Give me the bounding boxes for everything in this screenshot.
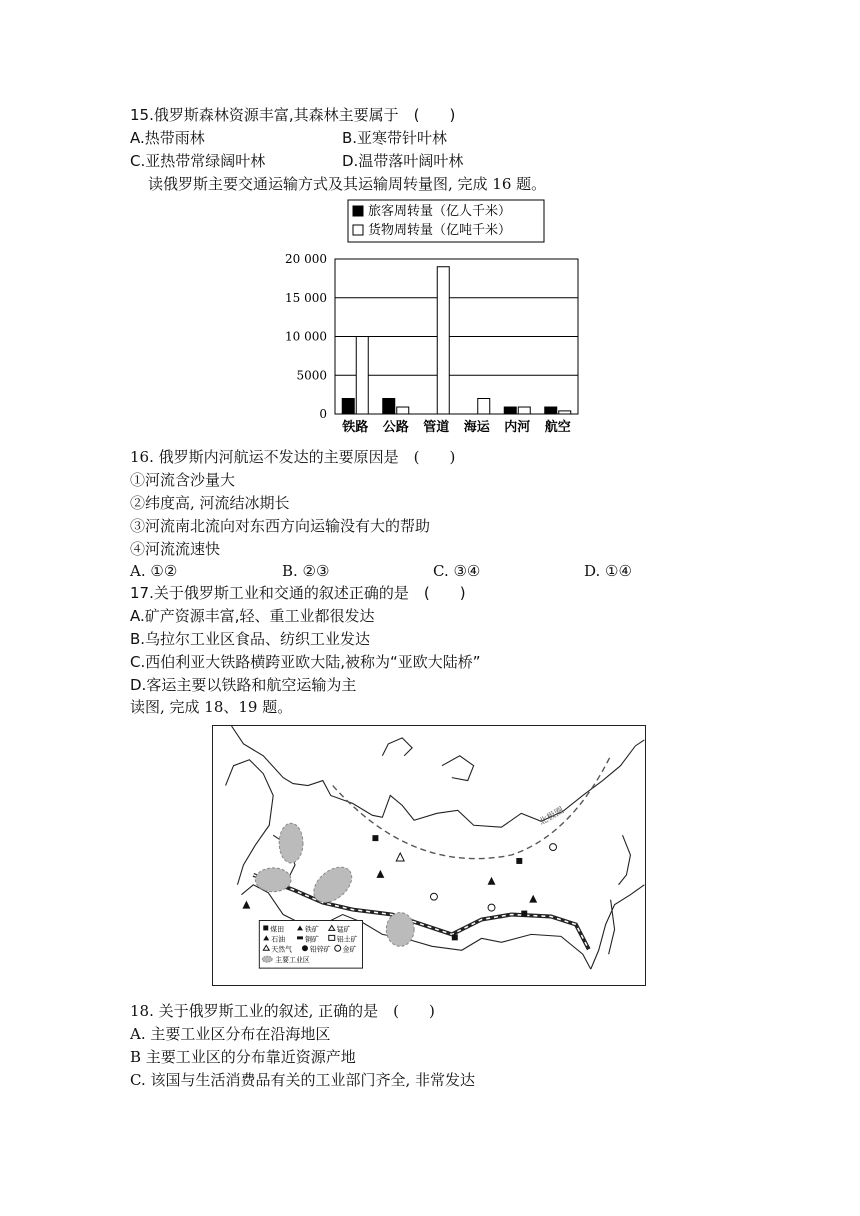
q16-option-a: A. ①② (130, 562, 178, 580)
legend-manganese: 锰矿 (336, 925, 351, 934)
q18-option-a: A. 主要工业区分布在沿海地区 (130, 1025, 331, 1043)
x-tick-label: 铁路 (342, 420, 369, 435)
y-tick-label: 0 (319, 407, 327, 421)
legend-swatch-freight (353, 225, 363, 235)
q16-item-4: ④河流流速快 (130, 540, 221, 558)
bar-freight (397, 407, 409, 414)
q17-option-c: C.西伯利亚大铁路横跨亚欧大陆,被称为“亚欧大陆桥” (130, 653, 481, 671)
map-legend (259, 920, 362, 968)
q15-option-c: C.亚热带常绿阔叶林 (130, 152, 266, 170)
q17-stem: 17.关于俄罗斯工业和交通的叙述正确的是 ( ) (130, 584, 466, 602)
intro-16: 读俄罗斯主要交通运输方式及其运输周转量图, 完成 16 题。 (148, 175, 547, 193)
bar-freight (478, 399, 490, 415)
novaya-zemlya (382, 738, 412, 756)
x-tick-label: 内河 (504, 420, 531, 435)
natural-gas-icon (396, 853, 404, 861)
x-tick-label: 海运 (463, 420, 490, 435)
gold-mine-icon (488, 904, 495, 911)
bar-passenger (545, 407, 557, 414)
bar-freight (518, 407, 530, 414)
bar-passenger (342, 399, 354, 415)
industrial-area-urals (307, 860, 358, 909)
legend-iron: 铁矿 (304, 925, 319, 934)
coal-icon (372, 835, 378, 841)
chart-plot-area (285, 252, 578, 435)
q17-option-d: D.客运主要以铁路和航空运输为主 (130, 676, 357, 694)
q17-option-a: A.矿产资源丰富,轻、重工业都很发达 (130, 607, 375, 625)
russia-resource-map (212, 725, 646, 986)
oil-icon (529, 895, 537, 903)
q16-option-d: D. ①④ (584, 562, 632, 580)
coal-icon (452, 934, 458, 940)
legend-coal: 煤田 (270, 925, 285, 934)
mainland-coastline (232, 726, 645, 827)
legend-gas: 天然气 (271, 945, 293, 954)
legend-label-passenger: 旅客周转量（亿人千米） (368, 204, 512, 219)
bar-freight (437, 267, 449, 414)
coal-icon (516, 858, 522, 864)
arctic-circle-label: 北极圈 (537, 805, 566, 828)
x-tick-label: 航空 (544, 420, 571, 435)
q15-option-a: A.热带雨林 (130, 129, 205, 147)
q15-option-d: D.温带落叶阔叶林 (342, 152, 464, 170)
legend-copper: 铜矿 (304, 935, 319, 944)
legend-lead-zinc: 铅锌矿 (309, 945, 331, 954)
bar-freight (559, 411, 571, 414)
industrial-area-petersburg (279, 823, 303, 863)
q18-option-b: B 主要工业区的分布靠近资源产地 (130, 1048, 356, 1066)
kamchatka (619, 835, 631, 885)
y-tick-label: 10 000 (285, 329, 327, 344)
gold-mine-icon (550, 844, 557, 851)
q16-stem: 16. 俄罗斯内河航运不发达的主要原因是 ( ) (130, 448, 456, 466)
coal-icon (521, 911, 527, 917)
x-tick-label: 公路 (382, 420, 409, 435)
q17-option-b: B.乌拉尔工业区食品、纺织工业发达 (130, 630, 371, 648)
legend-swatch-passenger (353, 206, 363, 216)
q16-option-c: C. ③④ (433, 562, 481, 580)
legend-label-freight: 货物周转量（亿吨千米） (368, 223, 512, 238)
y-tick-label: 15 000 (285, 290, 327, 305)
q16-item-1: ①河流含沙量大 (130, 471, 236, 489)
q15-stem: 15.俄罗斯森林资源丰富,其森林主要属于 ( ) (130, 106, 456, 124)
bar-passenger (383, 399, 395, 415)
oil-icon (242, 901, 250, 909)
industrial-area-central (255, 868, 291, 892)
bar-freight (356, 337, 368, 415)
intro-18: 读图, 完成 18、19 题。 (130, 698, 293, 716)
q16-item-3: ③河流南北流向对东西方向运输没有大的帮助 (130, 517, 431, 535)
legend-gold: 金矿 (342, 945, 357, 954)
gold-mine-icon (430, 893, 437, 900)
industrial-area-siberia (386, 913, 414, 947)
transport-turnover-chart (280, 197, 600, 437)
legend-oil: 石油 (271, 935, 286, 944)
chart-legend (348, 200, 544, 242)
q18-option-c: C. 该国与生活消费品有关的工业部门齐全, 非常发达 (130, 1071, 476, 1089)
q15-option-b: B.亚寒带针叶林 (342, 129, 448, 147)
q18-stem: 18. 关于俄罗斯工业的叙述, 正确的是 ( ) (130, 1002, 435, 1020)
taymyr (442, 756, 474, 781)
q16-option-b: B. ②③ (282, 562, 330, 580)
bar-passenger (504, 407, 516, 414)
oil-icon (488, 877, 496, 885)
y-tick-label: 20 000 (285, 252, 327, 266)
eastern-coast (591, 885, 645, 969)
scandinavia (226, 760, 274, 885)
q16-item-2: ②纬度高, 河流结冰期长 (130, 494, 290, 512)
x-tick-label: 管道 (423, 420, 450, 435)
oil-icon (376, 870, 384, 878)
legend-industrial-area: 主要工业区 (275, 956, 310, 965)
y-tick-label: 5000 (296, 368, 327, 383)
legend-bauxite: 铝土矿 (336, 935, 358, 944)
